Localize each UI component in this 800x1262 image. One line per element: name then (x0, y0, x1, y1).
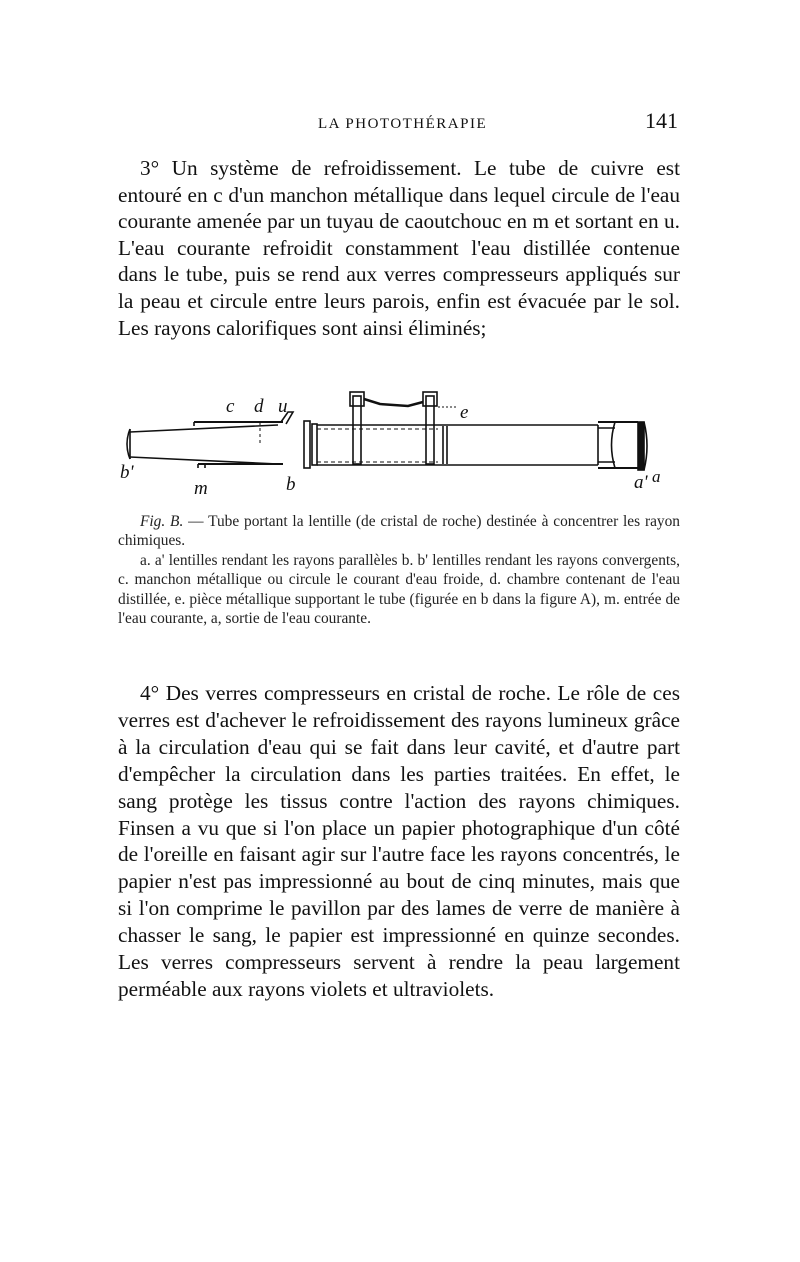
label-b-prime: b' (120, 462, 134, 483)
tube-illustration (118, 382, 680, 494)
label-b: b (286, 474, 296, 494)
figure-caption (118, 512, 680, 551)
label-a-prime: a' (634, 472, 648, 493)
running-title: LA PHOTOTHÉRAPIE (318, 116, 488, 132)
label-m: m (194, 478, 208, 494)
figure-b-tube (118, 382, 680, 494)
paragraph-compressor-glasses: 4° Des verres compresseurs en cristal de roche. Le rôle de ces verres est d'achever le refroidissement des rayons lumineux grâce à la circulation d'eau qui se fait dans leur cavité, et d'autre part d'empêcher la circulation dans les parties traitées. En effet, le sang protège les tissus contre l'action des rayons chimiques. Finsen a vu que si l'on place un papier photographique d'un côté de l'oreille en faisant agir sur l'autre face les rayons concentrés, le papier n'est pas impressionné au bout de cinq minutes, mais que si l'on comprime le pavillon par des lames de verre de manière à chasser le sang, le papier est impressionné en quinze secondes. Les verres compresseurs servent à rendre la peau largement perméable aux rayons violets et ultraviolets. (118, 681, 680, 1001)
figure-caption-label: Fig. B. (140, 513, 184, 530)
lens-a-prime (612, 422, 616, 468)
label-d: d (254, 396, 264, 417)
label-c: c (226, 396, 235, 417)
paragraph-cooling-system: 3° Un système de refroidissement. Le tube de cuivre est entouré en c d'un manchon métallique dans lequel circule de l'eau courante amenée par un tuyau de caoutchouc en m et sortant en u. L'eau courante refroidit constamment l'eau distillée contenue dans le tube, puis se rend aux verres compresseurs appliqués sur la peau et circule entre leurs parois, enfin est évacuée par le sol. Les rayons calorifiques sont ainsi éliminés; (118, 156, 680, 340)
label-e: e (460, 402, 469, 423)
figure-caption-text: — Tube portant la lentille (de cristal de roche) destinée à concentrer les rayon chimiques. (118, 513, 680, 550)
label-u: u (278, 396, 288, 417)
label-a: a (652, 467, 661, 486)
page-header (0, 108, 800, 140)
page-number: 141 (645, 108, 678, 133)
figure-legend: a. a' lentilles rendant les rayons parallèles b. b' lentilles rendant les rayons convergents, c. manchon métallique ou circule le courant d'eau froide, d. chambre contenant de l'eau distillée, e. pièce métallique supportant le tube (figurée en b dans la figure A), m. entrée de l'eau courante, a, sortie de l'eau courante. (118, 552, 680, 627)
